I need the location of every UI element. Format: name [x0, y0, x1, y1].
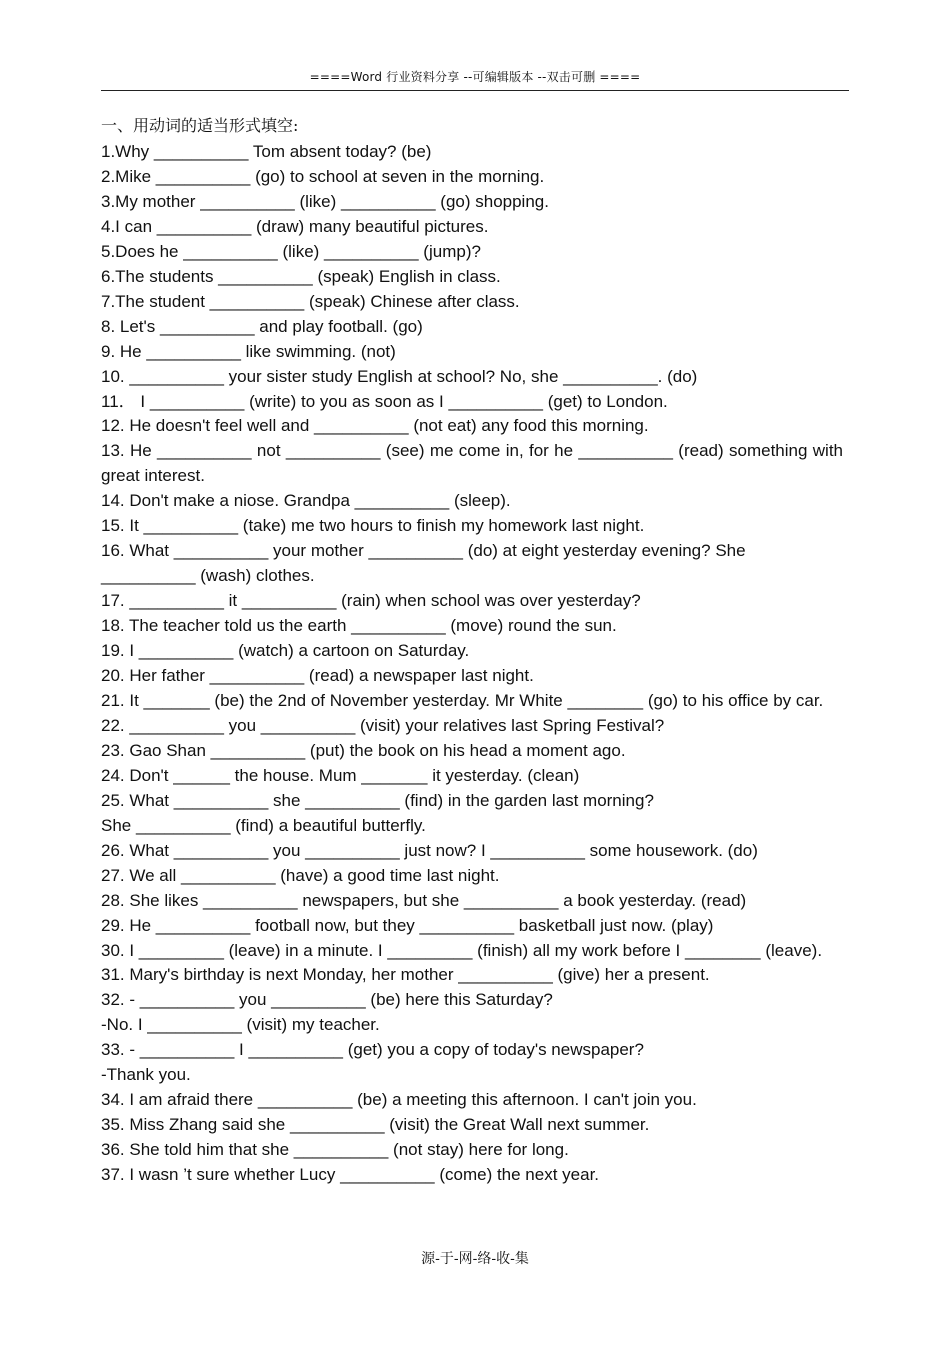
question-33-reply: -Thank you. [101, 1065, 191, 1085]
question-21: 21. It _______ (be) the 2nd of November yesterday. Mr White ________ (go) to his office by car. [101, 690, 824, 710]
question-33: 33. - __________ I __________ (get) you a copy of today's newspaper? [101, 1040, 644, 1060]
page-header: ====Word 行业资料分享 --可编辑版本 --双击可删 ==== [309, 70, 641, 84]
question-31: 31. Mary's birthday is next Monday, her mother __________ (give) her a present. [101, 965, 710, 985]
question-20: 20. Her father __________ (read) a newspaper last night. [101, 666, 534, 686]
question-22: 22. __________ you __________ (visit) your relatives last Spring Festival? [101, 715, 665, 735]
question-9: 9. He __________ like swimming. (not) [101, 341, 396, 361]
question-17: 17. __________ it __________ (rain) when school was over yesterday? [101, 591, 641, 611]
question-list [101, 140, 843, 1188]
question-16: 16. What __________ your mother __________ (do) at eight yesterday evening? She __________ (wash) clothes. [101, 541, 746, 586]
question-34: 34. I am afraid there __________ (be) a meeting this afternoon. I can't join you. [101, 1090, 697, 1110]
question-32-reply: -No. I __________ (visit) my teacher. [101, 1015, 380, 1035]
header-divider [101, 90, 849, 91]
question-13: 13. He __________ not __________ (see) me come in, for he __________ (read) something with great interest. [101, 441, 843, 486]
question-36: 36. She told him that she __________ (not stay) here for long. [101, 1140, 569, 1160]
question-4: 4.I can __________ (draw) many beautiful pictures. [101, 216, 489, 236]
question-2: 2.Mike __________ (go) to school at seven in the morning. [101, 166, 545, 186]
question-5: 5.Does he __________ (like) __________ (jump)? [101, 241, 481, 261]
question-26: 26. What __________ you __________ just now? I __________ some housework. (do) [101, 840, 758, 860]
question-3: 3.My mother __________ (like) __________ (go) shopping. [101, 191, 549, 211]
question-28: 28. She likes __________ newspapers, but she __________ a book yesterday. (read) [101, 890, 747, 910]
question-8: 8. Let's __________ and play football. (go) [101, 316, 423, 336]
question-15: 15. It __________ (take) me two hours to finish my homework last night. [101, 516, 645, 536]
question-24: 24. Don't ______ the house. Mum _______ it yesterday. (clean) [101, 765, 580, 785]
question-19: 19. I __________ (watch) a cartoon on Saturday. [101, 641, 470, 661]
question-37: 37. I wasn ’t sure whether Lucy __________ (come) the next year. [101, 1165, 600, 1185]
question-11: 11． I __________ (write) to you as soon as I __________ (get) to London. [101, 391, 668, 411]
question-1: 1.Why __________ Tom absent today? (be) [101, 142, 432, 161]
question-18: 18. The teacher told us the earth __________ (move) round the sun. [101, 616, 617, 636]
question-27: 27. We all __________ (have) a good time last night. [101, 865, 500, 885]
section-title: 一、用动词的适当形式填空: [101, 116, 299, 135]
question-25-answer-line: She __________ (find) a beautiful butterfly. [101, 815, 426, 835]
page-footer: 源-于-网-络-收-集 [421, 1251, 529, 1267]
question-25: 25. What __________ she __________ (find) in the garden last morning? [101, 790, 654, 810]
question-35: 35. Miss Zhang said she __________ (visit) the Great Wall next summer. [101, 1115, 650, 1135]
question-12: 12. He doesn't feel well and __________ (not eat) any food this morning. [101, 416, 649, 436]
question-29: 29. He __________ football now, but they __________ basketball just now. (play) [101, 915, 714, 935]
question-6: 6.The students __________ (speak) English in class. [101, 266, 501, 286]
question-14: 14. Don't make a niose. Grandpa __________ (sleep). [101, 491, 511, 511]
question-32: 32. - __________ you __________ (be) here this Saturday? [101, 990, 553, 1010]
question-10: 10. __________ your sister study English at school? No, she __________. (do) [101, 366, 698, 386]
question-30: 30. I _________ (leave) in a minute. I _________ (finish) all my work before I ________ (leave). [101, 940, 823, 960]
question-7: 7.The student __________ (speak) Chinese after class. [101, 291, 520, 311]
question-23: 23. Gao Shan __________ (put) the book on his head a moment ago. [101, 740, 626, 760]
